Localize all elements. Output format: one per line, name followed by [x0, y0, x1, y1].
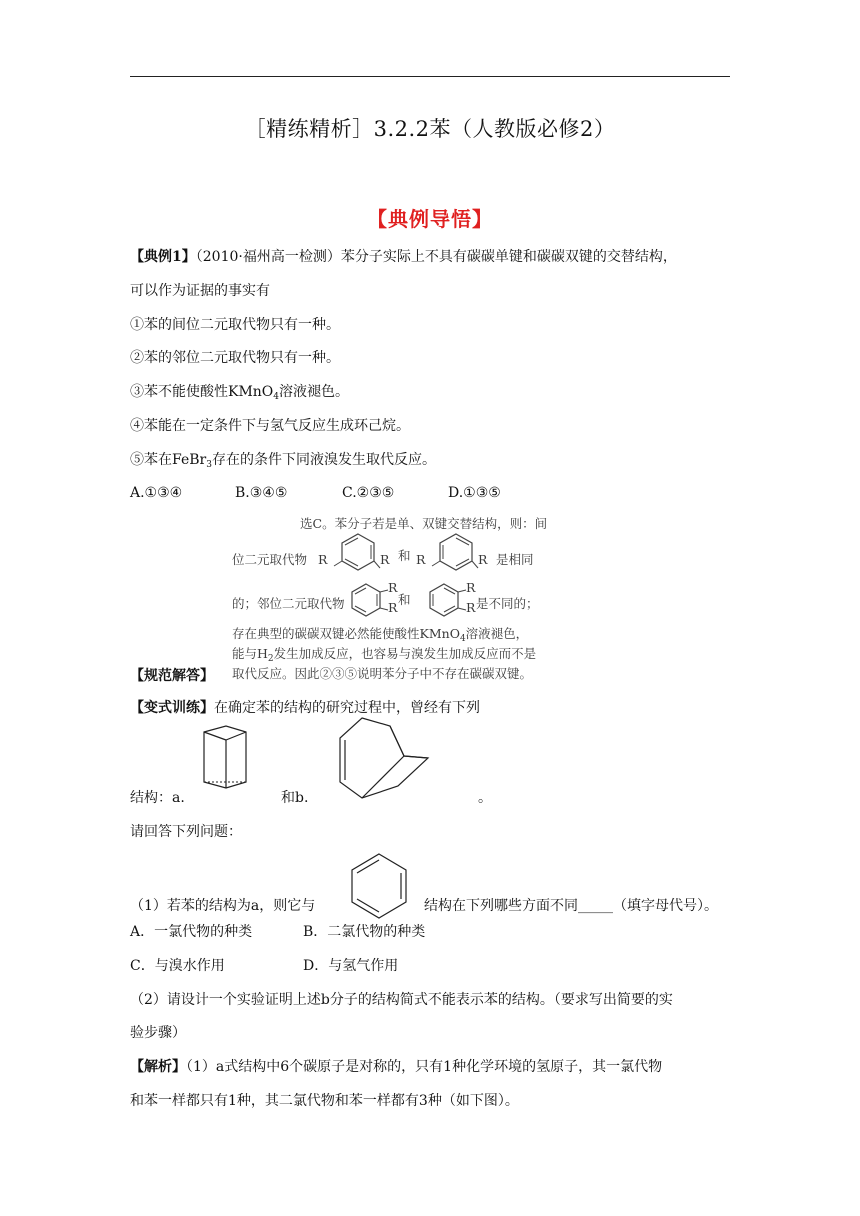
fact-5-sub: 3: [206, 460, 212, 470]
fact-1: ①苯的间位二元取代物只有一种。: [130, 317, 340, 333]
meta-disubstituted-benzene-2: [426, 530, 486, 586]
answer-line-5-b: 发生加成反应，也容易与溴发生加成反应而不是: [273, 646, 537, 661]
r-label-4: R: [478, 552, 488, 567]
answer-line-4-text: 存在典型的碳碳双键必然能使酸性KMnO: [232, 626, 460, 641]
r-label-7: R: [466, 580, 476, 595]
answer-line-4-tail: 溶液褪色，: [465, 626, 529, 641]
answer-line-3a: 的；邻位二元取代物: [232, 596, 345, 611]
fact-2: ②苯的邻位二元取代物只有一种。: [130, 350, 340, 366]
analysis-line-2: 和苯一样都只有1种，其二氯代物和苯一样都有3种（如下图）。: [130, 1093, 519, 1109]
fact-5-tail: 存在的条件下同液溴发生取代反应。: [211, 452, 436, 468]
q1-option-d: D．与氢气作用: [303, 958, 399, 974]
analysis-text-1: （1）a式结构中6个碳原子是对称的，只有1种化学环境的氢原子，其一氯代物: [186, 1059, 663, 1075]
question-1b: 结构在下列哪些方面不同_____（填字母代号）。: [424, 898, 718, 914]
prism-structure-icon: [200, 722, 252, 794]
fact-4: ④苯能在一定条件下与氢气反应生成环己烷。: [130, 418, 410, 434]
ortho-disubstituted-benzene-1: [342, 580, 394, 628]
answer-explanation: [232, 508, 548, 684]
r-label-5: R: [388, 580, 398, 595]
question-2-line-1: （2）请设计一个实验证明上述b分子的结构简式不能表示苯的结构。（要求写出简要的实: [130, 992, 673, 1008]
fact-5-text: ⑤苯在FeBr: [130, 452, 207, 468]
answer-line-2a: 位二元取代物: [232, 552, 308, 567]
variant-text: 在确定苯的结构的研究过程中，曾经有下列: [214, 700, 480, 716]
structure-end: 。: [478, 790, 492, 806]
answer-line-5-sub: 2: [267, 654, 274, 664]
answer-line-6: 取代反应。因此②③⑤说明苯分子中不存在碳碳双键。: [232, 666, 533, 681]
answer-line-4-sub: 4: [459, 634, 466, 644]
option-c: C.②③⑤: [342, 485, 395, 501]
example-stem-1: （2010·福州高一检测）苯分子实际上不具有碳碳单键和碳碳双键的交替结构，: [195, 249, 677, 265]
fact-3-sub: 4: [273, 392, 280, 402]
q1-option-b: B．二氯代物的种类: [303, 924, 426, 940]
answer-line-3c: 是不同的；: [476, 596, 539, 611]
answer-label: 【规范解答】: [130, 668, 214, 684]
option-d: D.①③⑤: [448, 485, 501, 501]
answer-line-2b: 和: [398, 548, 411, 563]
answer-line-3b: 和: [398, 592, 411, 607]
option-a: A.①③④: [130, 485, 183, 501]
q1-option-c: C．与溴水作用: [130, 958, 225, 974]
meta-disubstituted-benzene-1: [328, 530, 388, 586]
header-rule: [130, 76, 730, 77]
page-title: ［精练精析］3.2.2苯（人教版必修2）: [244, 117, 616, 141]
r-label-8: R: [466, 600, 476, 615]
structure-a-label: 结构：a.: [130, 790, 185, 806]
fact-3: [130, 382, 349, 407]
bicyclic-structure-icon: [334, 712, 432, 806]
example-stem-line-1: [130, 247, 677, 267]
analysis-tag: 【解析】: [130, 1059, 186, 1075]
option-b: B.③④⑤: [235, 485, 288, 501]
section-title: 【典例导悟】: [367, 207, 493, 231]
ortho-disubstituted-benzene-2: [420, 580, 472, 628]
structure-b-label: 和b.: [281, 790, 309, 806]
question-1a: （1）若苯的结构为a，则它与: [130, 898, 316, 914]
example-stem-2: 可以作为证据的事实有: [130, 283, 270, 299]
fact-5: [130, 450, 436, 475]
r-label-2: R: [380, 552, 390, 567]
q1-option-a: A．一氯代物的种类: [130, 924, 253, 940]
analysis-line-1: [130, 1057, 662, 1077]
r-label-3: R: [416, 552, 426, 567]
r-label-1: R: [318, 552, 328, 567]
variant-tag: 【变式训练】: [130, 700, 214, 716]
answer-line-5-a: 能与H: [232, 646, 268, 661]
answer-line-1: 选C。苯分子若是单、双键交替结构，则：间: [300, 516, 548, 531]
question-2-line-2: 验步骤）: [130, 1025, 186, 1041]
fact-3-text: ③苯不能使酸性KMnO: [130, 384, 274, 400]
answer-line-2c: 是相同: [496, 552, 534, 567]
question-intro: 请回答下列问题：: [130, 824, 242, 840]
fact-3-tail: 溶液褪色。: [279, 384, 350, 400]
benzene-structure-icon: [346, 850, 412, 926]
r-label-6: R: [388, 600, 398, 615]
example-tag: 【典例1】: [130, 249, 196, 265]
